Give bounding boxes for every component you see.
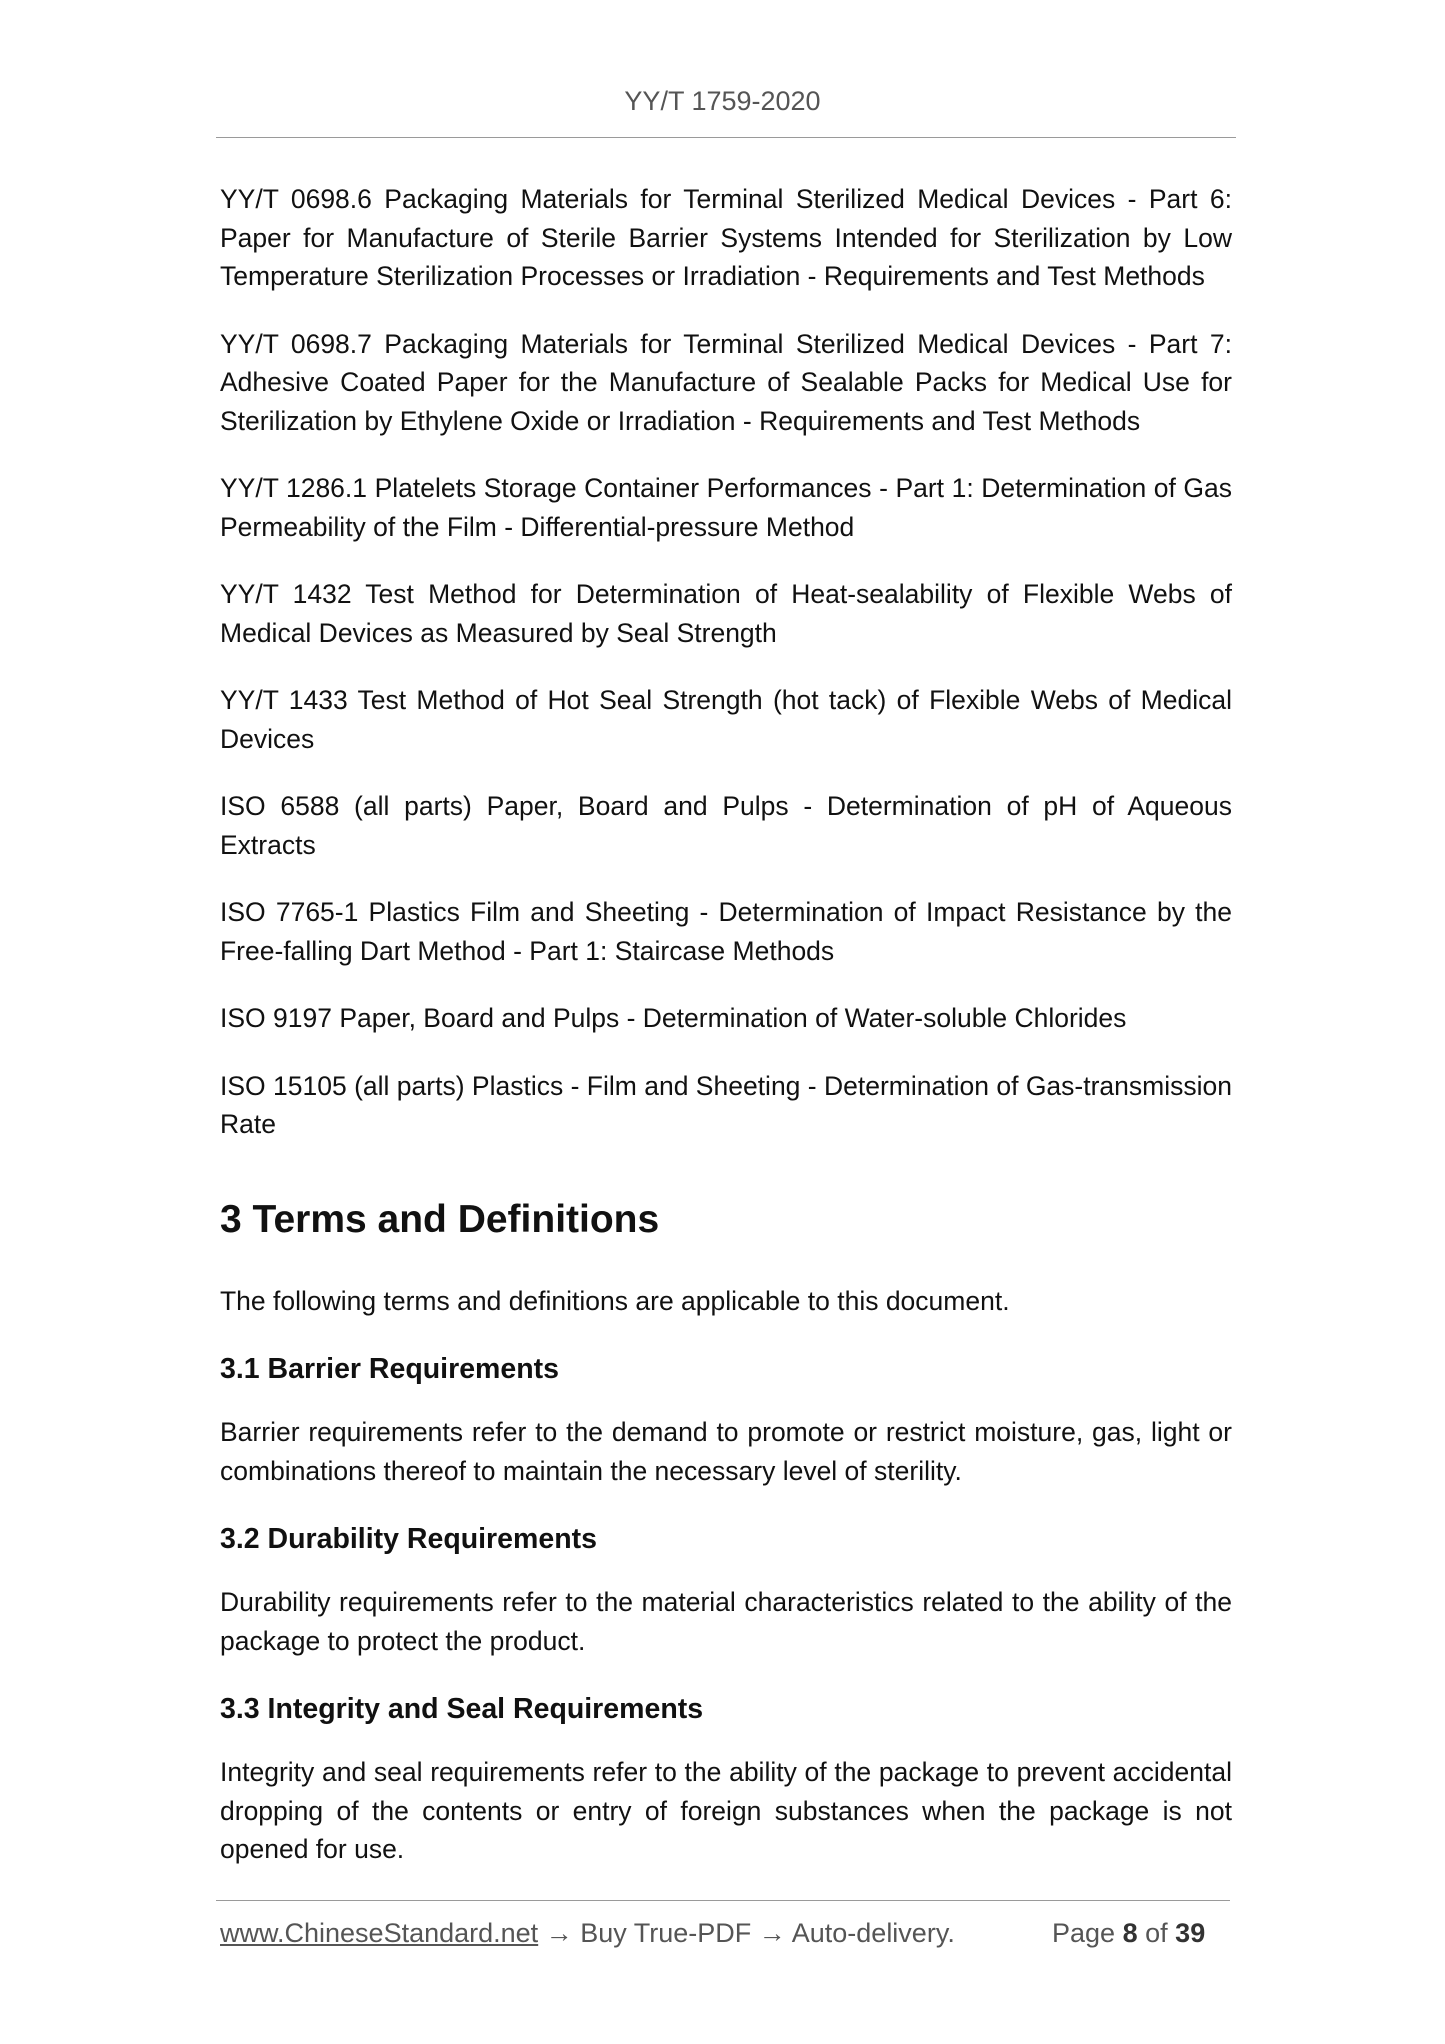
term-definition: Integrity and seal requirements refer to the ability of the package to prevent accidental dropping of the contents or entry of foreign substances when the package is not opened for use.	[220, 1757, 1232, 1864]
document-body	[220, 180, 1232, 1898]
reference-item: ISO 9197 Paper, Board and Pulps - Determination of Water-soluble Chlorides	[220, 1003, 1127, 1033]
term-heading: 3.3 Integrity and Seal Requirements	[220, 1693, 704, 1725]
total-pages: 39	[1175, 1918, 1206, 1948]
reference-item: YY/T 1286.1 Platelets Storage Container Performances - Part 1: Determination of Gas Permeability of the Film - Differential-pressure Method	[220, 473, 1232, 542]
term-definition: Durability requirements refer to the material characteristics related to the ability of the package to protect the product.	[220, 1587, 1232, 1656]
footer-divider	[216, 1900, 1230, 1901]
reference-item: ISO 7765-1 Plastics Film and Sheeting - Determination of Impact Resistance by the Free-falling Dart Method - Part 1: Staircase Methods	[220, 897, 1232, 966]
term-definition: Barrier requirements refer to the demand to promote or restrict moisture, gas, light or combinations thereof to maintain the necessary level of sterility.	[220, 1417, 1232, 1486]
reference-item: YY/T 1432 Test Method for Determination of Heat-sealability of Flexible Webs of Medical Devices as Measured by Seal Strength	[220, 579, 1232, 648]
section-intro: The following terms and definitions are applicable to this document.	[220, 1285, 1010, 1316]
term-heading: 3.1 Barrier Requirements	[220, 1353, 559, 1385]
reference-item: YY/T 0698.7 Packaging Materials for Terminal Sterilized Medical Devices - Part 7: Adhesive Coated Paper for the Manufacture of Sealable Packs for Medical Use for Sterilization by Ethylene Oxide or Irradiation - Requirements and Test Methods	[220, 328, 1232, 436]
reference-item: ISO 15105 (all parts) Plastics - Film and Sheeting - Determination of Gas-transmission Rate	[220, 1070, 1232, 1139]
reference-item: YY/T 1433 Test Method of Hot Seal Strength (hot tack) of Flexible Webs of Medical Devices	[220, 685, 1232, 754]
of-label: of	[1145, 1918, 1168, 1948]
current-page: 8	[1122, 1918, 1138, 1948]
page-header: YY/T 1759-2020	[624, 86, 821, 116]
footer-promo	[220, 1918, 955, 1949]
reference-item: ISO 6588 (all parts) Paper, Board and Pulps - Determination of pH of Aqueous Extracts	[220, 791, 1232, 860]
reference-item: YY/T 0698.6 Packaging Materials for Terminal Sterilized Medical Devices - Part 6: Paper for Manufacture of Sterile Barrier Systems Intended for Sterilization by Low Temperature Sterilization Processes or Irradiation - Requirements and Test Methods	[220, 184, 1232, 291]
page-counter	[1052, 1918, 1205, 1949]
section-title: 3 Terms and Definitions	[220, 1197, 660, 1241]
header-divider	[216, 137, 1236, 138]
term-heading: 3.2 Durability Requirements	[220, 1523, 597, 1555]
footer-tagline: → Buy True-PDF → Auto-delivery.	[538, 1918, 955, 1948]
page-label: Page	[1052, 1918, 1116, 1948]
website-link[interactable]: www.ChineseStandard.net	[220, 1918, 539, 1948]
